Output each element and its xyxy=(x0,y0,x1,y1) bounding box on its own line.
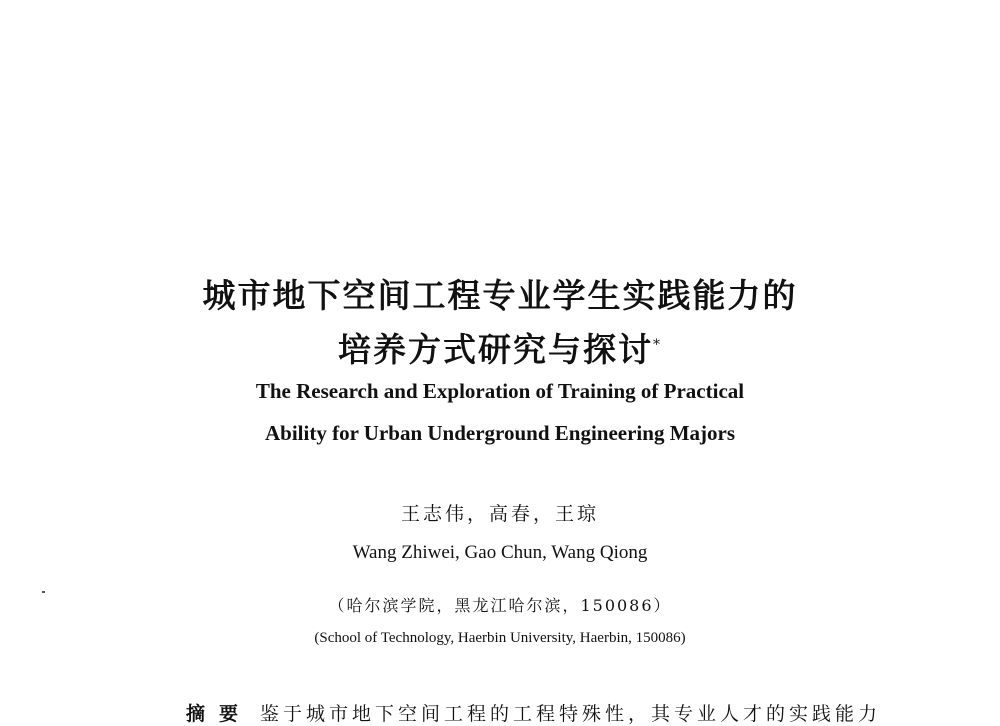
authors-en: Wang Zhiwei, Gao Chun, Wang Qiong xyxy=(352,542,648,563)
title-en-line1: The Research and Exploration of Training of Practical xyxy=(255,379,745,403)
title-cn-line2: 培养方式研究与探讨* xyxy=(338,330,662,369)
title-cn-line1: 城市地下空间工程专业学生实践能力的 xyxy=(202,276,798,315)
authors-cn: 王志伟，高春，王琼 xyxy=(400,503,599,525)
abstract-text: 鉴于城市地下空间工程的工程特殊性，其专业人才的实践能力 xyxy=(260,703,882,725)
footnote-marker: * xyxy=(653,337,662,353)
abstract-first-line xyxy=(186,699,1000,726)
affiliation-cn: （哈尔滨学院，黑龙江哈尔滨，150086） xyxy=(328,596,672,615)
abstract-label: 摘要 xyxy=(186,703,253,725)
title-en-line2: Ability for Urban Underground Engineering Majors xyxy=(265,421,735,445)
affiliation-en: (School of Technology, Haerbin University, Haerbin, 150086) xyxy=(314,630,686,646)
